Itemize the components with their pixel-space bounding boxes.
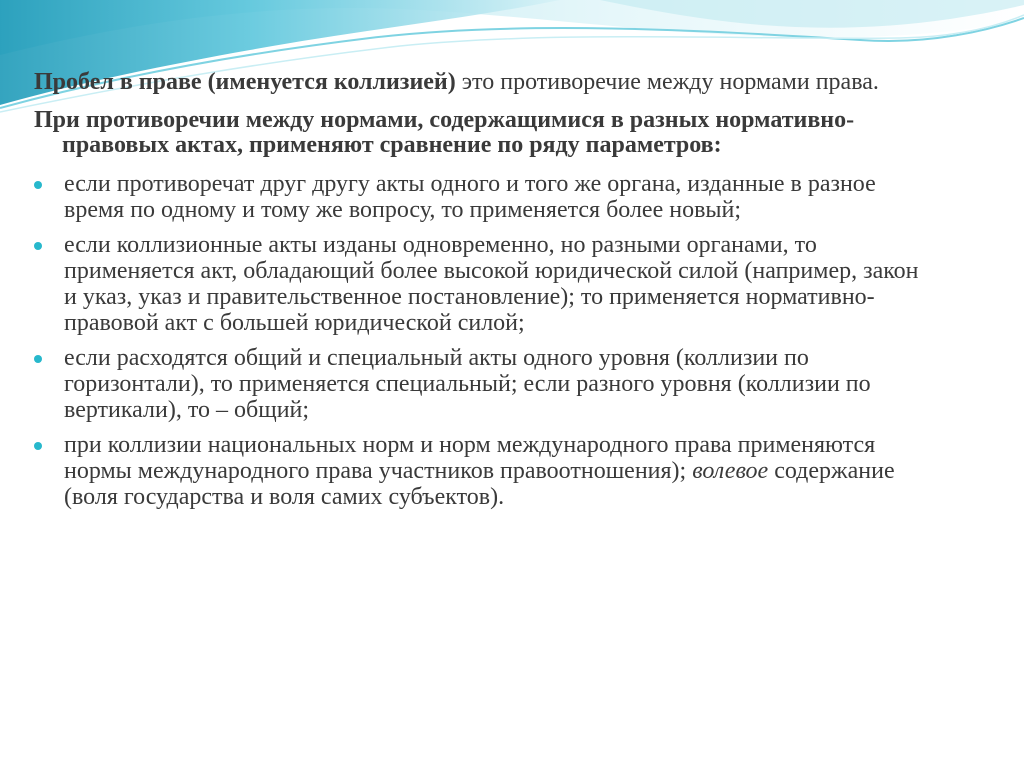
bullet-dot-icon (34, 242, 42, 250)
bullet-dot-icon (34, 355, 42, 363)
definition-paragraph (34, 70, 934, 95)
definition-term: Пробел в праве (именуется коллизией) (34, 69, 456, 95)
list-item-text: если расходятся общий и специальный акты одного уровня (коллизии по горизонтали), то применяется специальный; если разного уровня (коллизии по вертикали), то – общий; (64, 345, 871, 423)
intro-text: При противоречии между нормами, содержащимися в разных нормативно-правовых актах, применяют сравнение по ряду параметров: (34, 107, 855, 158)
bullet-dot-icon (34, 442, 42, 450)
list-item-text-before: при коллизии национальных норм и норм международного права применяются нормы международного права участников правоотношения); (64, 432, 876, 484)
list-item (34, 432, 934, 510)
definition-text: это противоречие между нормами права. (455, 69, 879, 95)
slide-content (34, 70, 934, 519)
list-item (34, 345, 934, 423)
list-item-text: если противоречат друг другу акты одного и того же органа, изданные в разное время по одному и тому же вопросу, то применяется более новый; (64, 171, 876, 223)
list-item-text-italic: волевое (692, 458, 769, 484)
bullet-dot-icon (34, 181, 42, 189)
list-item (34, 171, 934, 223)
list-item (34, 232, 934, 336)
intro-paragraph (34, 108, 934, 158)
list-item-text-after: содержание (воля государства и воля самих субъектов). (64, 458, 895, 510)
rules-list (34, 171, 934, 510)
list-item-text: если коллизионные акты изданы одновременно, но разными органами, то применяется акт, обладающий более высокой юридической силой (например, закон и указ, указ и правительственное постановление); то применяется нормативно-правовой акт с большей юридической силой; (64, 232, 919, 336)
